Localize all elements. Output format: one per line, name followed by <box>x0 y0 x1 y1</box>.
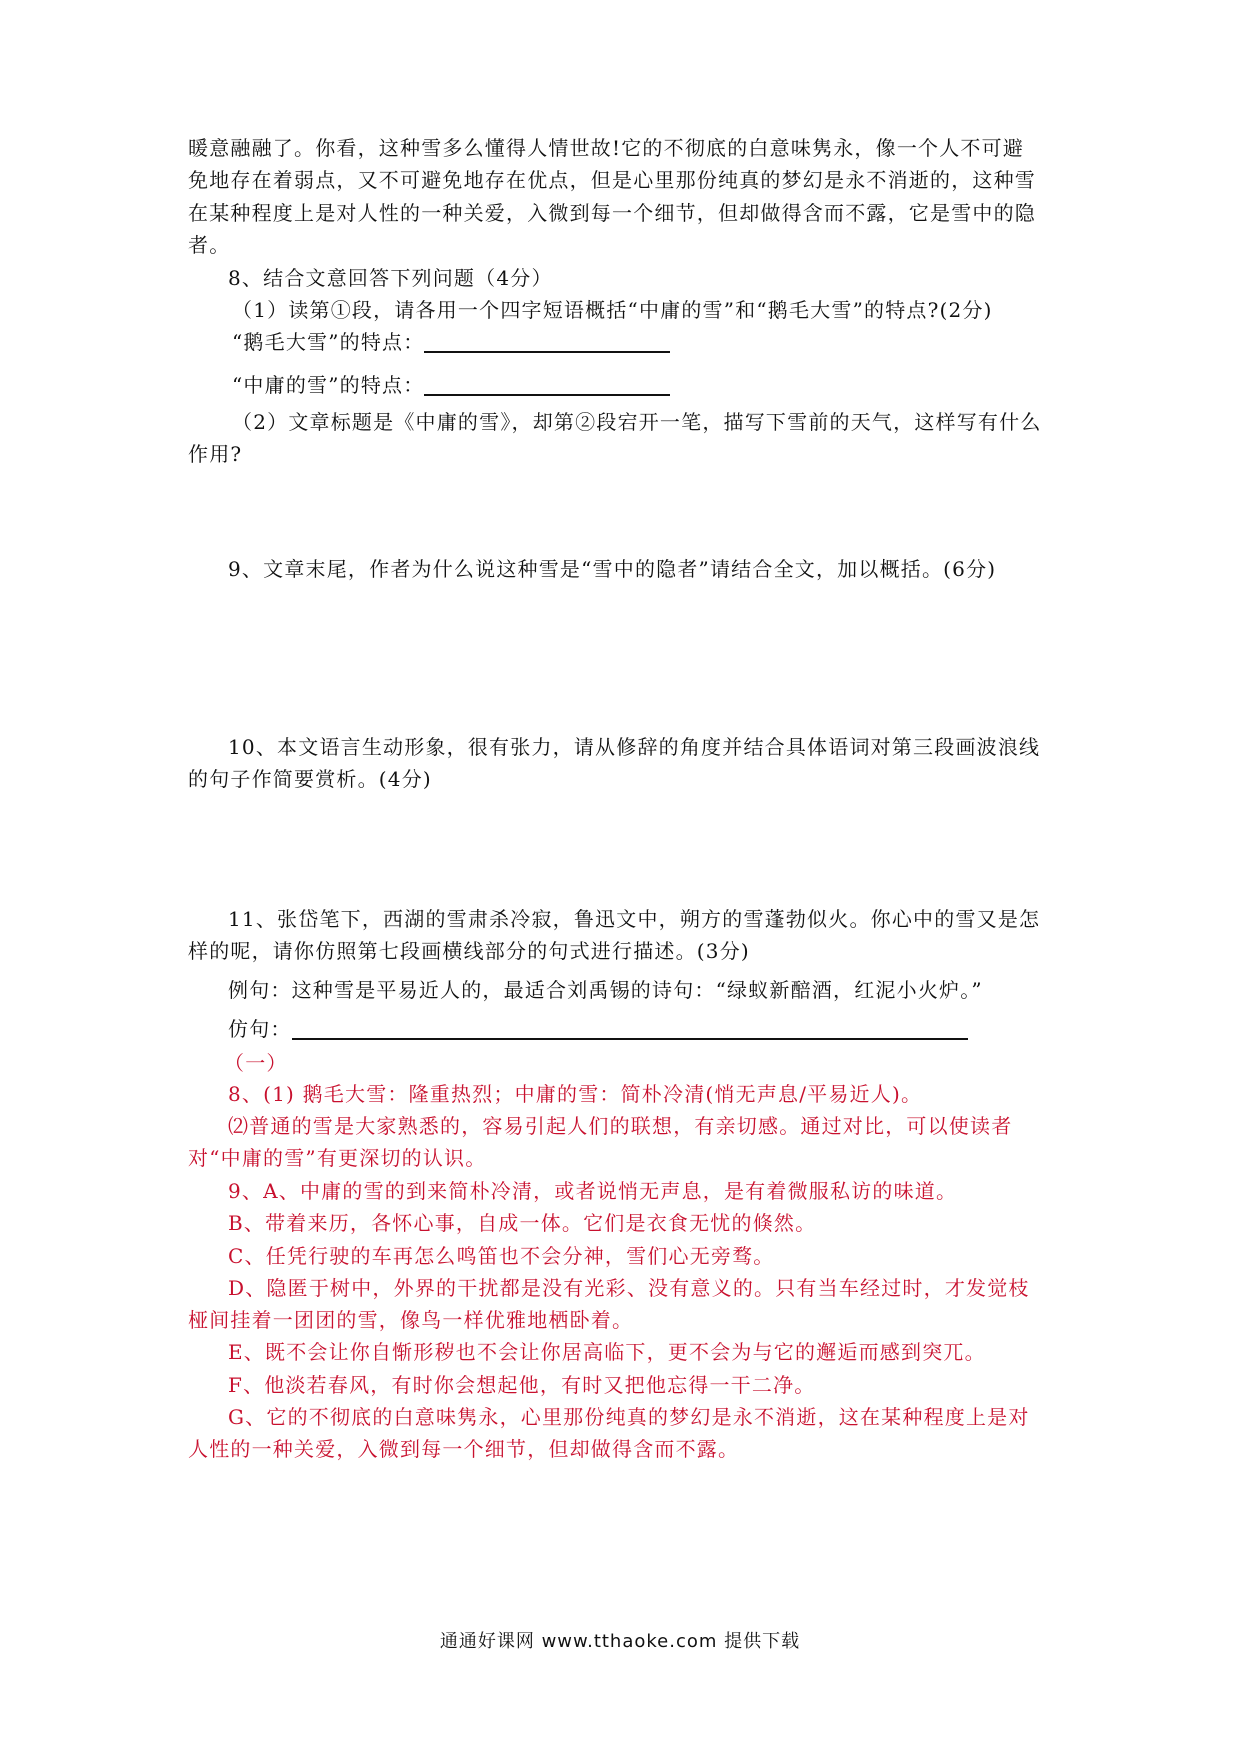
question-11-example: 例句：这种雪是平易近人的，最适合刘禹锡的诗句：“绿蚁新醅酒，红泥小火炉。” <box>228 978 983 1002</box>
question-8-sub2-line1: （2）文章标题是《中庸的雪》，却第②段宕开一笔，描写下雪前的天气，这样写有什么 <box>232 410 1042 434</box>
fill2-blank <box>424 374 670 396</box>
question-8-sub2-line2: 作用? <box>188 442 243 466</box>
answer-9-a: 9、A、中庸的雪的到来简朴冷清，或者说悄无声息，是有着微服私访的味道。 <box>228 1179 958 1203</box>
passage-line-3: 在某种程度上是对人性的一种关爱，入微到每一个细节，但却做得含而不露，它是雪中的隐 <box>188 201 1036 225</box>
question-9: 9、文章末尾，作者为什么说这种雪是“雪中的隐者”请结合全文，加以概括。(6分) <box>228 557 997 581</box>
answer-8-2-line1: ⑵普通的雪是大家熟悉的，容易引起人们的联想，有亲切感。通过对比，可以使读者 <box>228 1114 1013 1138</box>
question-8-fill1 <box>232 326 1060 358</box>
answer-9-b: B、带着来历，各怀心事，自成一体。它们是衣食无忧的倏然。 <box>228 1211 817 1235</box>
question-10-line1: 10、本文语言生动形象，很有张力，请从修辞的角度并结合具体语词对第三段画波浪线 <box>228 735 1041 759</box>
passage-line-1: 暖意融融了。你看，这种雪多么懂得人情世故!它的不彻底的白意味隽永，像一个人不可避 <box>188 136 1025 160</box>
answer-9-e: E、既不会让你自惭形秽也不会让你居高临下，更不会为与它的邂逅而感到突兀。 <box>228 1340 986 1364</box>
question-10-line2: 的句子作简要赏析。(4分) <box>188 767 432 791</box>
question-8-sub1: （1）读第①段，请各用一个四字短语概括“中庸的雪”和“鹅毛大雪”的特点?(2分) <box>232 298 993 322</box>
fill1-blank <box>424 331 670 353</box>
question-8-title: 8、结合文意回答下列问题（4分） <box>228 266 553 290</box>
fill1-label: “鹅毛大雪”的特点： <box>232 330 425 354</box>
answer-8-2-line2: 对“中庸的雪”有更深切的认识。 <box>188 1146 487 1170</box>
answer-9-c: C、任凭行驶的车再怎么鸣笛也不会分神，雪们心无旁骛。 <box>228 1244 775 1268</box>
fill2-label: “中庸的雪”的特点： <box>232 373 425 397</box>
page-footer: 通通好课网 www.tthaoke.com 提供下载 <box>439 1631 801 1652</box>
question-8-fill2 <box>232 369 1060 401</box>
answer-9-d-line1: D、隐匿于树中，外界的干扰都是没有光彩、没有意义的。只有当车经过时，才发觉枝 <box>228 1276 1030 1300</box>
passage-line-4: 者。 <box>188 233 231 257</box>
question-11-fill <box>228 1013 1056 1045</box>
question-11-line1: 11、张岱笔下，西湖的雪肃杀冷寂，鲁迅文中，朔方的雪蓬勃似火。你心中的雪又是怎 <box>228 907 1041 931</box>
answer-9-d-line2: 桠间挂着一团团的雪，像鸟一样优雅地栖卧着。 <box>188 1308 634 1332</box>
answer-9-f: F、他淡若春风，有时你会想起他，有时又把他忘得一干二净。 <box>228 1373 816 1397</box>
answer-9-g-line2: 人性的一种关爱，入微到每一个细节，但却做得含而不露。 <box>188 1437 740 1461</box>
answer-8-1: 8、(1) 鹅毛大雪：隆重热烈；中庸的雪：简朴冷清(悄无声息/平易近人)。 <box>228 1082 923 1106</box>
fill-label: 仿句： <box>228 1017 292 1041</box>
question-11-line2: 样的呢，请你仿照第七段画横线部分的句式进行描述。(3分) <box>188 939 750 963</box>
answers-heading: （一） <box>224 1051 288 1075</box>
fill-blank <box>292 1018 968 1040</box>
answer-9-g-line1: G、它的不彻底的白意味隽永，心里那份纯真的梦幻是永不消逝，这在某种程度上是对 <box>228 1405 1030 1429</box>
passage-line-2: 免地存在着弱点，又不可避免地存在优点，但是心里那份纯真的梦幻是永不消逝的，这种雪 <box>188 168 1036 192</box>
